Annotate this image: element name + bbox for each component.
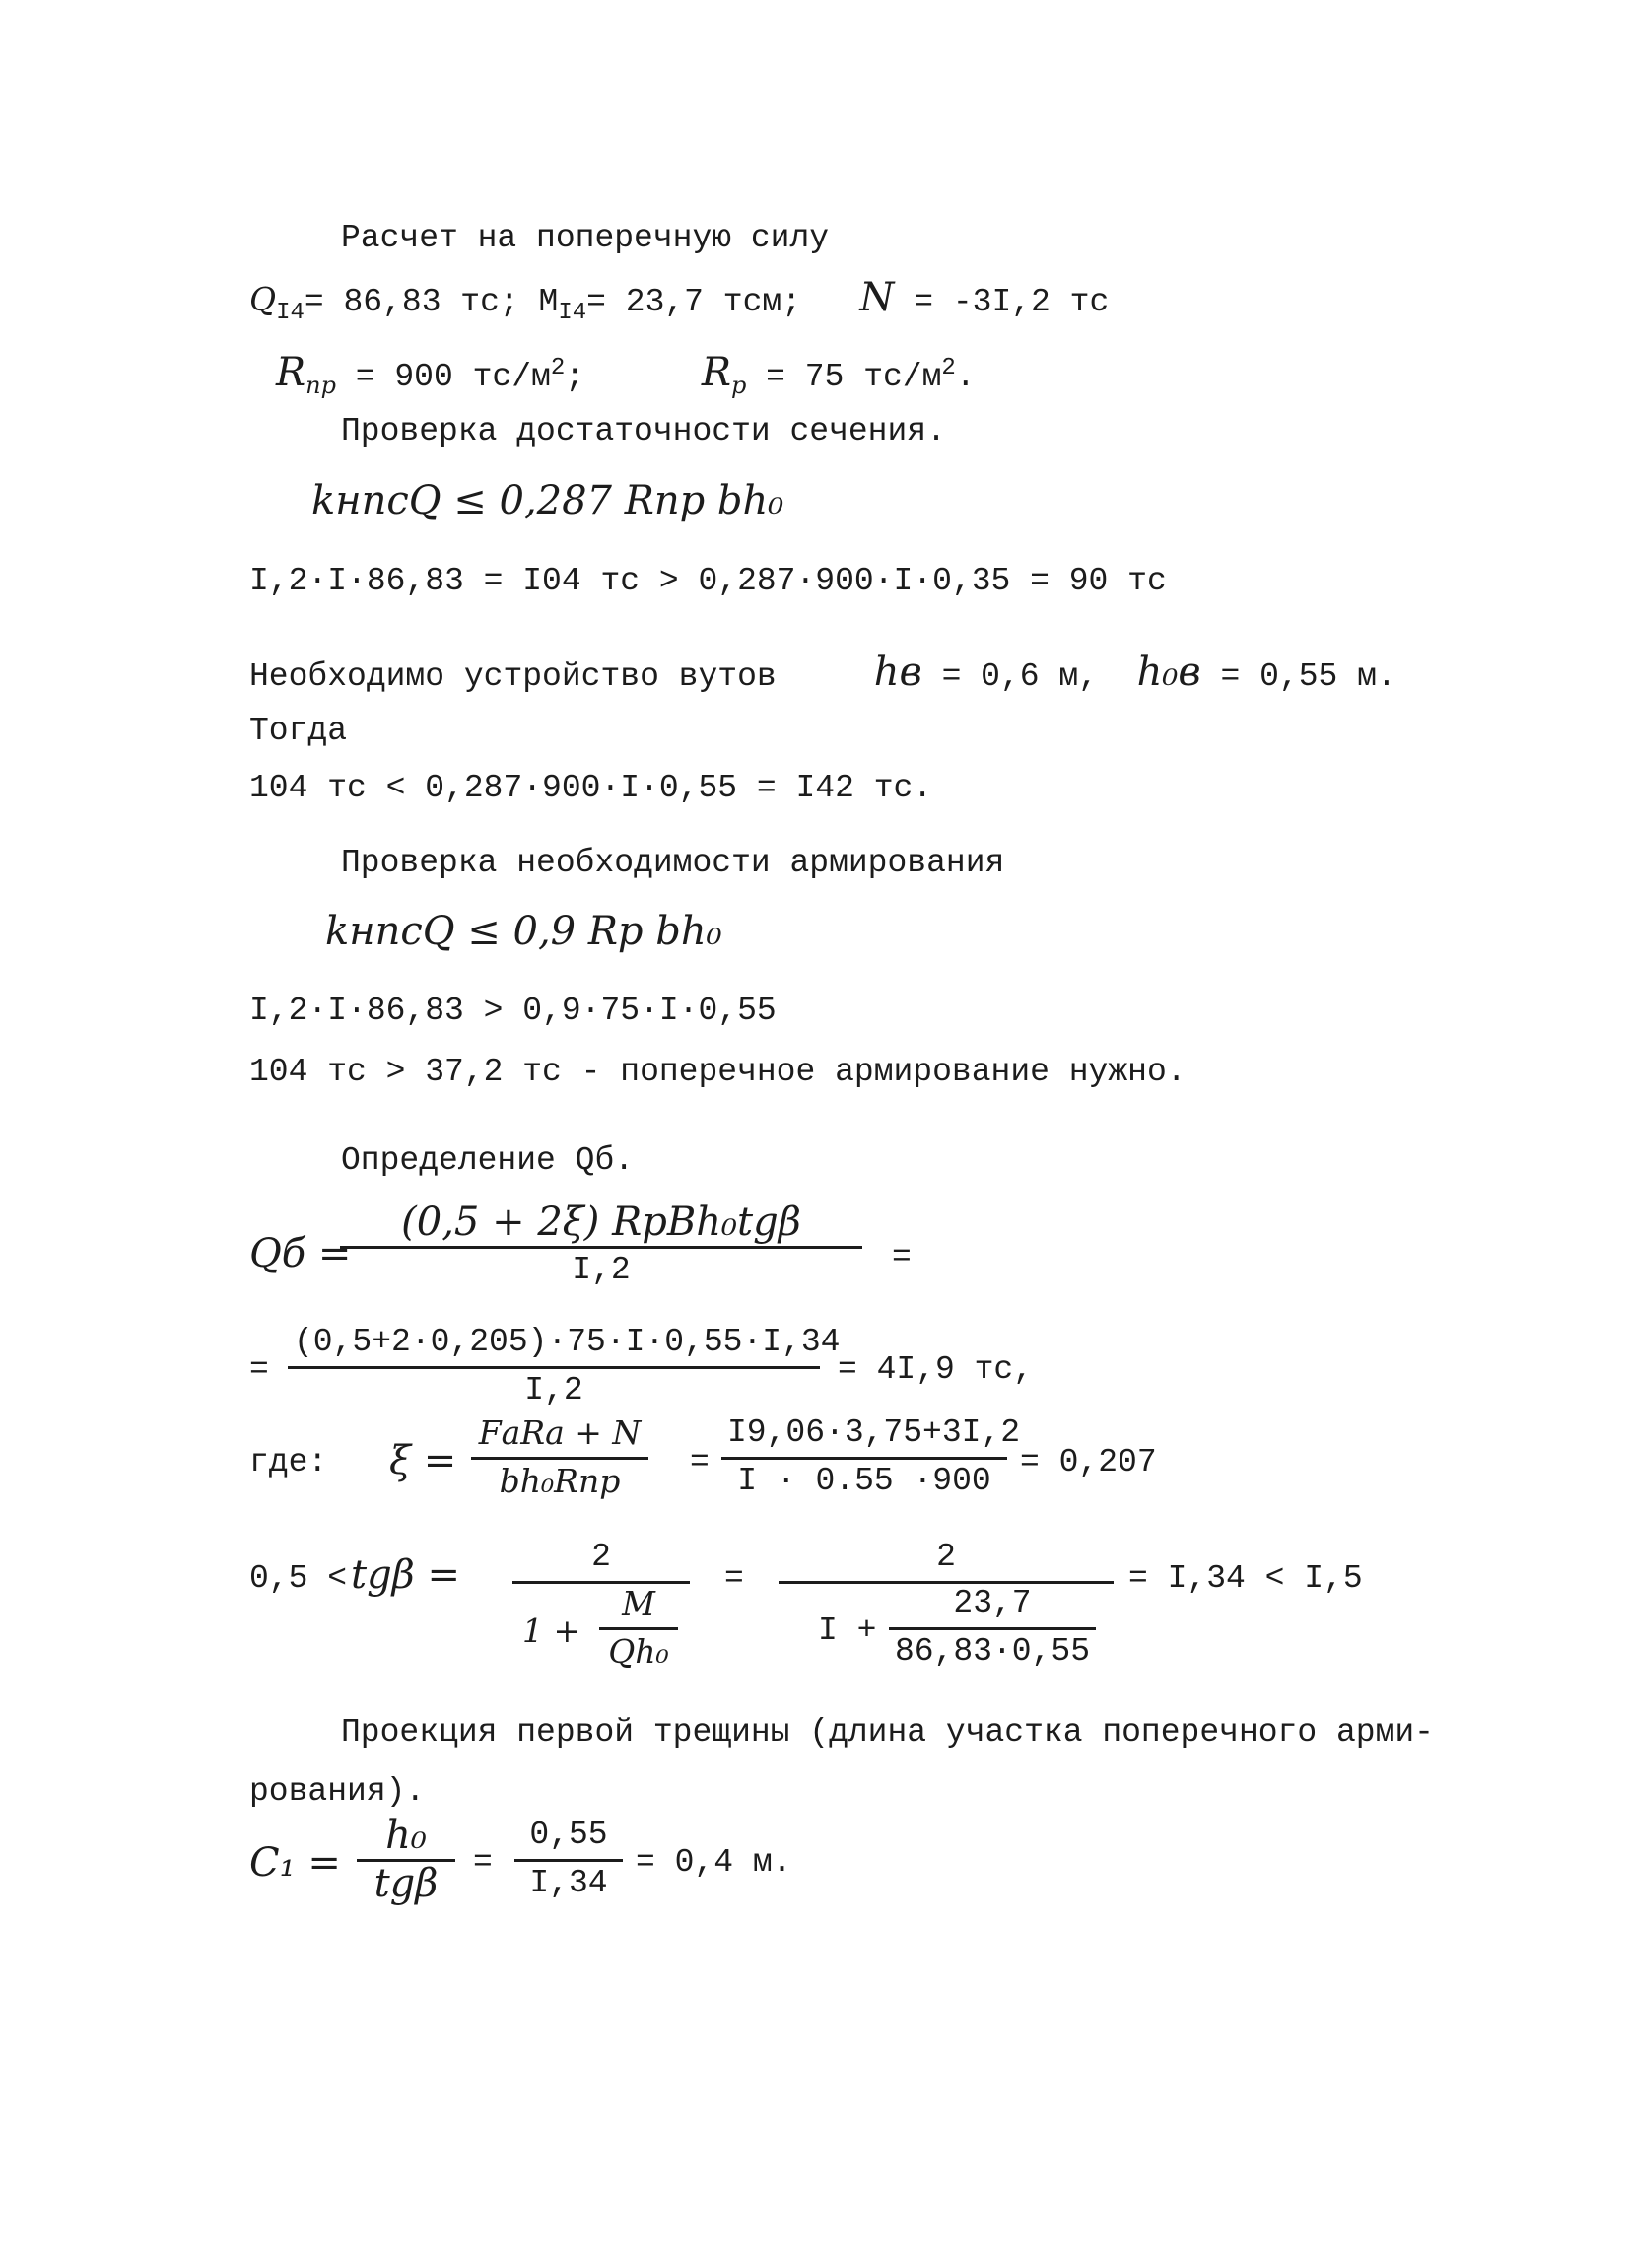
tg-sub-den-inner-num: 23,7 xyxy=(889,1584,1096,1630)
rp-tail: . xyxy=(955,359,976,395)
adequacy-formula: kнncQ ≤ 0,287 Rпр bh₀ xyxy=(311,478,784,523)
qb-sub-denominator: I,2 xyxy=(524,1372,583,1409)
tg-sub-denominator xyxy=(779,1584,1114,1681)
qb-substitution-fraction xyxy=(288,1323,841,1410)
xi-substitution-fraction xyxy=(721,1413,1021,1501)
reinforcement-formula: kнncQ ≤ 0,9 Rр bh₀ xyxy=(325,909,722,954)
crack-lhs: C₁ = xyxy=(249,1840,341,1886)
crack-substitution-fraction xyxy=(514,1816,623,1903)
tg-den-inner-fraction xyxy=(599,1584,678,1672)
n-symbol: N xyxy=(859,275,895,320)
reinforcement-result: 104 тс > 37,2 тс - поперечное армирование нужно. xyxy=(249,1054,1187,1090)
qb-sub-result: = 4I,9 тс, xyxy=(838,1351,1034,1388)
qb-equals: = xyxy=(892,1239,912,1275)
hunch-text: Необходимо устройство вутов xyxy=(249,658,777,695)
tg-denominator xyxy=(512,1584,690,1681)
tg-den-inner-den: Qh₀ xyxy=(608,1632,669,1671)
reinforcement-heading: Проверка необходимости армирования xyxy=(341,845,1005,881)
xi-lhs: ξ = xyxy=(389,1438,457,1483)
m-subscript: I4 xyxy=(558,300,587,326)
qb-lhs: Qб = xyxy=(249,1231,352,1276)
xi-numerator: FаRа + N xyxy=(471,1413,648,1460)
rpr-symbol: R xyxy=(276,350,306,395)
qb-heading: Определение Qб. xyxy=(341,1142,635,1179)
rpr-tail: ; xyxy=(565,359,585,395)
m-value: = 23,7 тсм; xyxy=(586,284,801,320)
adequacy-calc: I,2·I·86,83 = I04 тс > 0,287·900·I·0,35 = 90 тс xyxy=(249,563,1167,599)
qb-sub-numerator: (0,5+2·0,205)·75·I·0,55·I,34 xyxy=(288,1323,820,1369)
section-heading: Расчет на поперечную силу xyxy=(341,220,830,256)
tg-equals: = xyxy=(724,1560,744,1597)
tg-general-fraction xyxy=(512,1538,690,1681)
then-label: Тогда xyxy=(249,713,348,749)
xi-sub-denominator: I · 0.55 ·900 xyxy=(737,1463,991,1499)
hunch-h0-value: = 0,55 м. xyxy=(1220,658,1396,695)
rp-value: = 75 тс/м xyxy=(766,359,942,395)
rp-symbol: R xyxy=(701,350,731,395)
qb-numerator: (0,5 + 2ξ) RрBh₀tgβ xyxy=(340,1203,862,1249)
crack-result: = 0,4 м. xyxy=(636,1844,792,1881)
hunch-h-symbol: hв xyxy=(873,650,922,695)
tg-den-inner-num: M xyxy=(599,1584,678,1630)
recheck-line: 104 тс < 0,287·900·I·0,55 = I42 тс. xyxy=(249,770,933,806)
tg-den-prefix: 1 + xyxy=(522,1612,581,1650)
adequacy-heading: Проверка достаточности сечения. xyxy=(341,413,946,449)
q-subscript: I4 xyxy=(276,300,305,326)
qb-sub-lead: = xyxy=(249,1351,269,1388)
rpr-value: = 900 тс/м xyxy=(355,359,551,395)
rpr-square: 2 xyxy=(550,355,566,381)
n-value: = -3I,2 тс xyxy=(914,284,1110,320)
tg-sub-numerator: 2 xyxy=(779,1538,1114,1584)
crack-equals: = xyxy=(473,1844,493,1881)
crack-text-line2: рования). xyxy=(249,1773,426,1810)
rp-subscript: р xyxy=(730,372,747,399)
qb-formula-fraction xyxy=(340,1200,862,1290)
resistance-line xyxy=(276,349,976,405)
tg-sub-den-inner-fraction xyxy=(889,1584,1096,1672)
qb-denominator: I,2 xyxy=(572,1252,631,1288)
tg-sub-den-prefix: I + xyxy=(818,1613,877,1649)
tg-sub-den-inner-den: 86,83·0,55 xyxy=(894,1633,1091,1670)
crack-numerator: h₀ xyxy=(357,1816,455,1862)
crack-text-line1: Проекция первой трещины (длина участка поперечного арми- xyxy=(341,1714,1434,1751)
hunch-h-value: = 0,6 м, xyxy=(941,658,1099,695)
tg-lead: 0,5 < xyxy=(249,1560,348,1597)
reinforcement-calc: I,2·I·86,83 > 0,9·75·I·0,55 xyxy=(249,993,777,1029)
rp-square: 2 xyxy=(941,355,956,381)
tg-result: = I,34 < I,5 xyxy=(1128,1560,1363,1597)
xi-denominator: bh₀Rпр xyxy=(499,1462,621,1500)
xi-formula-fraction xyxy=(471,1413,648,1501)
crack-sub-denominator: I,34 xyxy=(529,1865,608,1901)
hunch-h0-symbol: h₀в xyxy=(1136,650,1201,695)
m-symbol: M xyxy=(538,284,559,320)
tg-numerator: 2 xyxy=(512,1538,690,1584)
tg-substitution-fraction xyxy=(779,1538,1114,1681)
xi-result: = 0,207 xyxy=(1020,1444,1157,1480)
crack-formula-fraction xyxy=(357,1813,455,1906)
loads-line xyxy=(249,275,1110,333)
xi-equals: = xyxy=(690,1444,710,1480)
q-value: = 86,83 тс; xyxy=(304,284,519,320)
xi-sub-numerator: I9,06·3,75+3I,2 xyxy=(721,1413,1007,1460)
hunch-line xyxy=(249,650,1396,697)
tg-lhs: tgβ = xyxy=(351,1552,461,1598)
where-label: где: xyxy=(249,1444,328,1480)
q-symbol: Q xyxy=(249,280,277,318)
crack-denominator: tgβ xyxy=(373,1861,439,1906)
crack-sub-numerator: 0,55 xyxy=(514,1816,623,1862)
rpr-subscript: пр xyxy=(305,372,336,399)
